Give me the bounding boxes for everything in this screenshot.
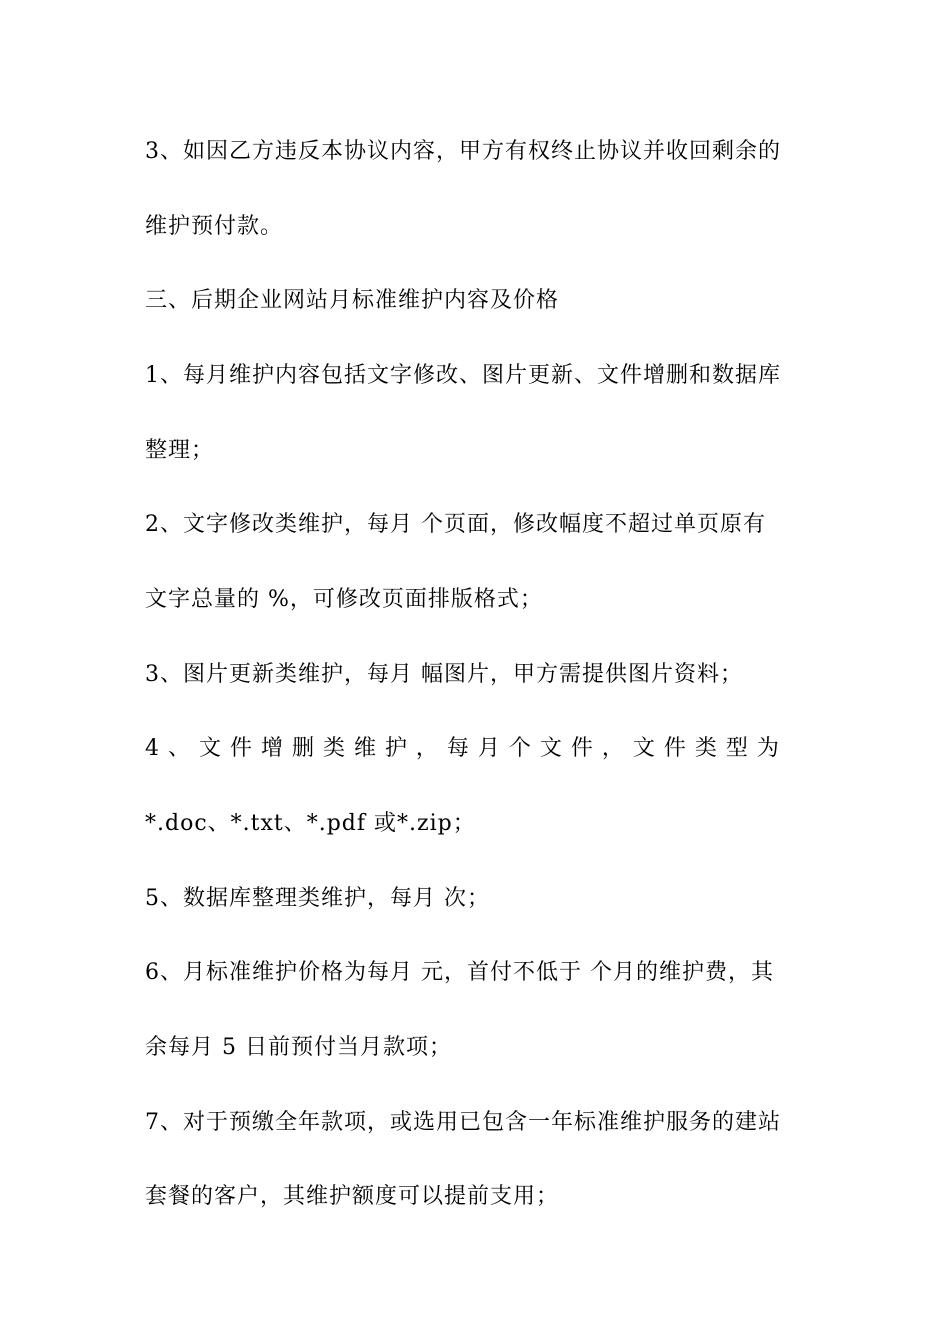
text-line-item-7-part1: 7、对于预缴全年款项，或选用已包含一年标准维护服务的建站	[145, 1110, 781, 1135]
text-line-item-1-part1: 1、每月维护内容包括文字修改、图片更新、文件增删和数据库	[145, 363, 781, 388]
text-line-item-3: 3、图片更新类维护，每月 幅图片，甲方需提供图片资料；	[145, 662, 743, 687]
text-line-item-6-part2: 余每月 5 日前预付当月款项；	[145, 1035, 452, 1060]
text-line-item-2-part2: 文字总量的 %，可修改页面排版格式；	[145, 587, 543, 612]
text-line-item-1-part2: 整理；	[145, 438, 215, 463]
section-heading: 三、后期企业网站月标准维护内容及价格	[145, 288, 560, 313]
text-line-item-2-part1: 2、文字修改类维护，每月 个页面，修改幅度不超过单页原有	[145, 512, 766, 537]
text-line-item-6-part1: 6、月标准维护价格为每月 元，首付不低于 个月的维护费，其	[145, 960, 774, 985]
text-line-item-4-part2: *.doc、*.txt、*.pdf 或*.zip；	[145, 811, 476, 836]
text-line-item-4-part1: 4 、 文 件 增 删 类 维 护 ， 每 月 个 文 件 ， 文 件 类 型 为	[145, 736, 780, 761]
text-line-item-5: 5、数据库整理类维护，每月 次；	[145, 886, 490, 911]
text-line-item-7-part2: 套餐的客户，其维护额度可以提前支用；	[145, 1184, 560, 1209]
text-line-clause-3-part2: 维护预付款。	[145, 214, 284, 239]
text-line-clause-3-part1: 3、如因乙方违反本协议内容，甲方有权终止协议并收回剩余的	[145, 139, 781, 164]
